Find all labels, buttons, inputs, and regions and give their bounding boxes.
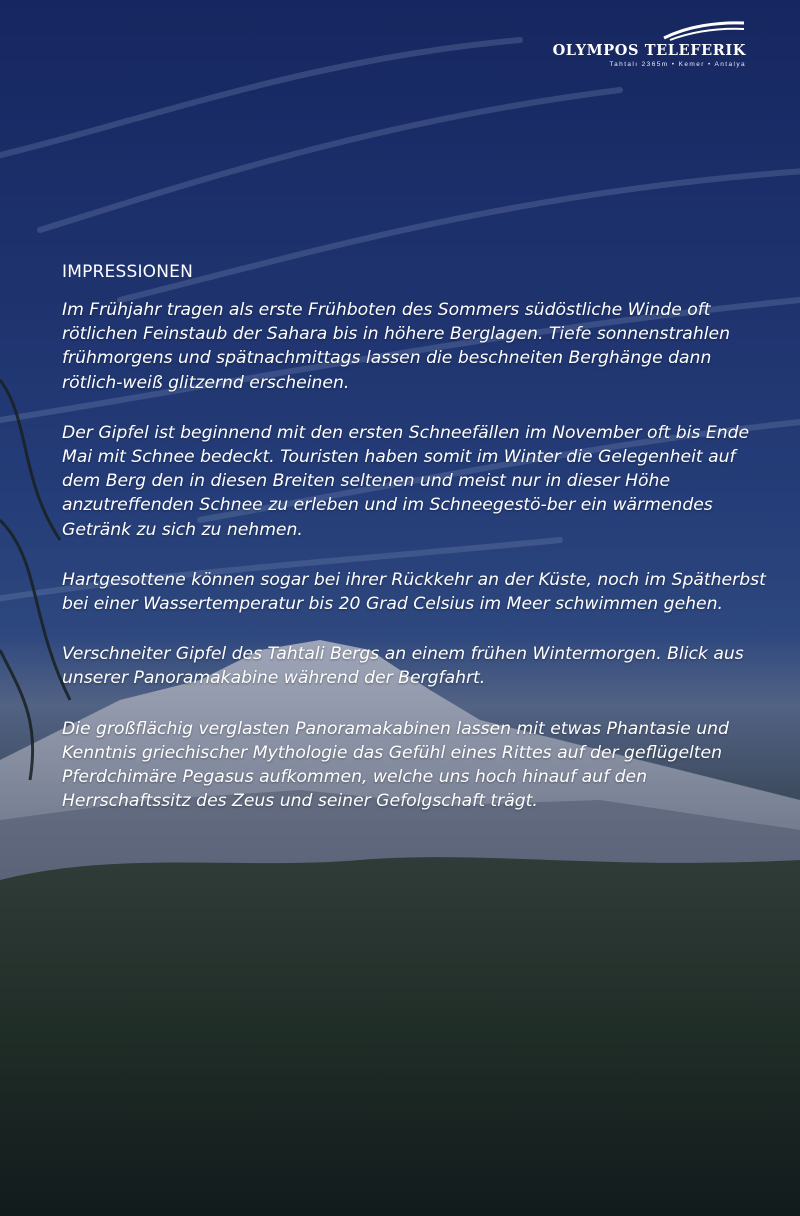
paragraph-1: Im Frühjahr tragen als erste Frühboten des Sommers südöstliche Winde oft rötlichen Feinstaub der Sahara bis in höhere Berglagen. Tiefe sonnenstrahlen frühmorgens und spätnachmittags lassen die beschneiten Berghänge dann rötlich-weiß glitzernd erscheinen. xyxy=(62,300,730,393)
cable-swoosh-icon xyxy=(660,20,746,42)
paragraph-4: Verschneiter Gipfel des Tahtali Bergs an einem frühen Wintermorgen. Blick aus unserer Panoramakabine während der Bergfahrt. xyxy=(62,644,744,689)
logo-subtitle: Tahtalı 2365m • Kemer • Antalya xyxy=(609,61,746,68)
article xyxy=(62,262,774,839)
paragraph-2: Der Gipfel ist beginnend mit den ersten Schneefällen im November oft bis Ende Mai mit Schnee bedeckt. Touristen haben somit im Winter die Gelegenheit auf dem Berg den in diesen Breiten seltenen und meist nur in dieser Höhe anzutreffenden Schnee zu erleben und im Schneegestö-ber ein wärmendes Getränk zu sich zu nehmen. xyxy=(62,422,750,540)
paragraph-5: Die großflächig verglasten Panoramakabinen lassen mit etwas Phantasie und Kenntnis griechischer Mythologie das Gefühl eines Rittes auf der geflügelten Pferdchimäre Pegasus aufkommen, welche uns hoch hinauf auf den Herrschaftssitz des Zeus und seiner Gefolgschaft trägt. xyxy=(62,718,729,812)
logo-title: OLYMPOS TELEFERIK xyxy=(552,42,746,59)
paragraph-3: Hartgesottene können sogar bei ihrer Rückkehr an der Küste, noch im Spätherbst bei einer Wassertemperatur bis 20 Grad Celsius im Meer schwimmen gehen. xyxy=(62,569,766,615)
brand-logo xyxy=(552,20,746,72)
article-heading: IMPRESSIONEN xyxy=(62,262,194,282)
